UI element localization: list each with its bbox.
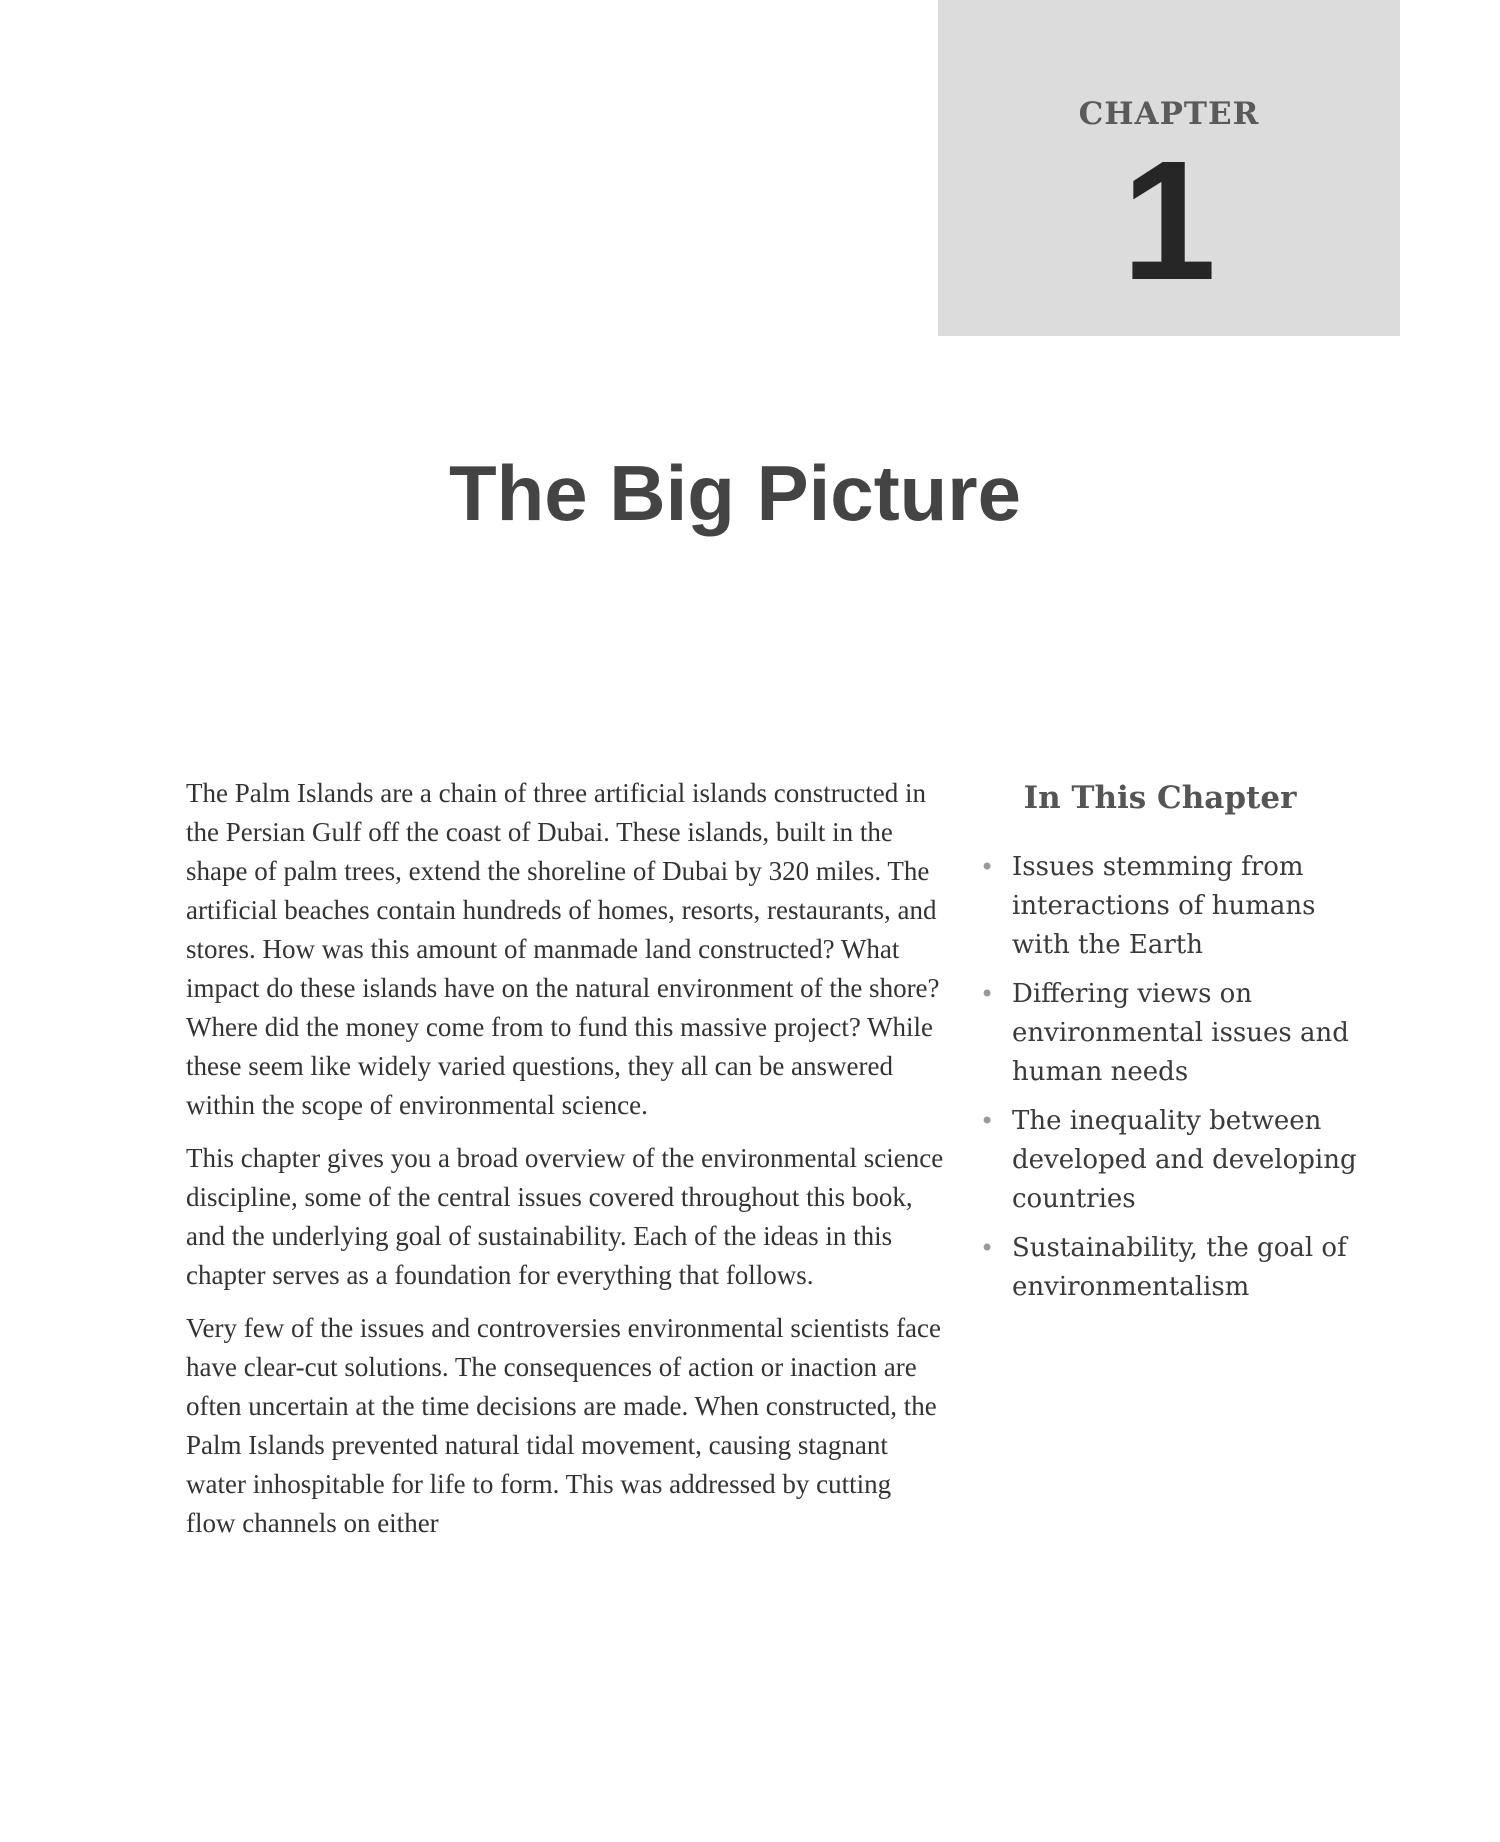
sidebar-title: In This Chapter [1023, 780, 1297, 816]
list-item [975, 975, 1375, 1092]
bullet-icon: • [980, 853, 995, 881]
paragraph-3: Very few of the issues and controversies environmental scientists face have clear-cut solutions. The consequences of action or inaction are often uncertain at the time decisions are made. When constructed, the Palm Islands prevented natural tidal movement, causing stagnant water inhospitable for life to form. This was addressed by cutting flow channels on either [186, 1313, 942, 1538]
list-item-text: Differing views on environmental issues and human needs [1012, 979, 1349, 1087]
chapter-number: 1 [1121, 126, 1217, 316]
list-item [975, 848, 1375, 965]
chapter-label: CHAPTER [1078, 96, 1260, 132]
chapter-topics-list [975, 848, 1375, 1307]
list-item-text: The inequality between developed and developing countries [1012, 1106, 1357, 1214]
paragraph-1: The Palm Islands are a chain of three artificial islands constructed in the Persian Gulf off the coast of Dubai. These islands, built in the shape of palm trees, extend the shoreline of Dubai by 320 miles. The artificial beaches contain hundreds of homes, resorts, restaurants, and stores. How was this amount of manmade land constructed? What impact do these islands have on the natural environment of the shore? Where did the money come from to fund this massive project? While these seem like widely varied questions, they all can be answered within the scope of environmental science. [186, 778, 940, 1120]
list-item-text: Sustainability, the goal of environmentalism [1012, 1233, 1347, 1302]
bullet-icon: • [980, 980, 995, 1008]
bullet-icon: • [980, 1107, 995, 1135]
main-text [186, 774, 946, 1557]
list-item-text: Issues stemming from interactions of humans with the Earth [1012, 852, 1316, 960]
bullet-icon: • [980, 1234, 995, 1262]
list-item [975, 1102, 1375, 1219]
page-title: The Big Picture [448, 449, 1022, 537]
paragraph-2: This chapter gives you a broad overview of the environmental science discipline, some of the central issues covered throughout this book, and the underlying goal of sustainability. Each of the ideas in this chapter serves as a foundation for everything that follows. [186, 1143, 944, 1290]
in-this-chapter-sidebar [975, 780, 1375, 1317]
list-item [975, 1229, 1375, 1307]
chapter-box [938, 0, 1400, 336]
